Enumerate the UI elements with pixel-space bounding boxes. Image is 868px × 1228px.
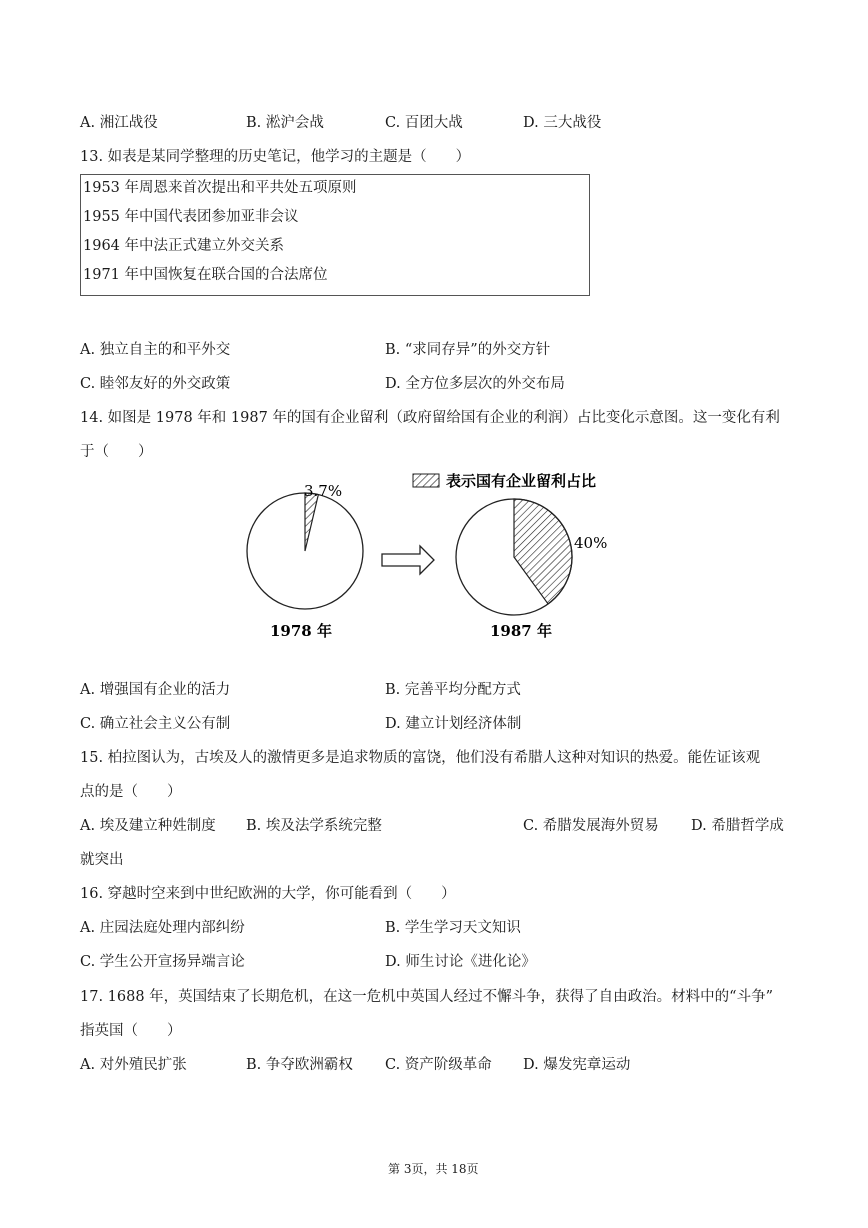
q13-option-d: D. 全方位多层次的外交布局	[385, 376, 565, 392]
pie-1987	[456, 499, 572, 615]
q16-option-a: A. 庄园法庭处理内部纠纷	[80, 920, 245, 936]
q12-option-c: C. 百团大战	[385, 115, 463, 131]
q17-option-d: D. 爆发宪章运动	[523, 1057, 631, 1073]
q15-option-c: C. 希腊发展海外贸易	[523, 818, 659, 834]
pie-1978-year-label: 1978 年	[270, 622, 332, 640]
q13-table-row-1: 1953 年周恩来首次提出和平共处五项原则	[83, 180, 357, 196]
q12-option-b: B. 淞沪会战	[246, 115, 324, 131]
pie-1978-share-label: 3.7%	[304, 482, 343, 500]
q17-stem-line-2: 指英国（ ）	[80, 1023, 182, 1039]
pie-1987-year-label: 1987 年	[490, 622, 552, 640]
q14-stem-line-2: 于（ ）	[80, 444, 153, 460]
q14-option-c: C. 确立社会主义公有制	[80, 716, 231, 732]
q15-option-a: A. 埃及建立种姓制度	[80, 818, 216, 834]
pie-1987-share-label: 40%	[574, 534, 608, 552]
q13-table-row-4: 1971 年中国恢复在联合国的合法席位	[83, 267, 328, 283]
q16-option-b: B. 学生学习天文知识	[385, 920, 521, 936]
q17-stem-line-1: 17. 1688 年，英国结束了长期危机，在这一危机中英国人经过不懈斗争，获得了自由政治。材料中的“斗争”	[80, 989, 774, 1005]
q13-option-a: A. 独立自主的和平外交	[80, 342, 231, 358]
q14-option-a: A. 增强国有企业的活力	[80, 682, 231, 698]
q13-stem: 13. 如表是某同学整理的历史笔记，他学习的主题是（ ）	[80, 149, 471, 165]
q16-option-d: D. 师生讨论《进化论》	[385, 954, 536, 970]
q13-notes-table	[80, 174, 590, 296]
q16-stem: 16. 穿越时空来到中世纪欧洲的大学，你可能看到（ ）	[80, 886, 456, 902]
q15-option-d: D. 希腊哲学成	[691, 818, 784, 834]
q15-stem-line-2: 点的是（ ）	[80, 784, 182, 800]
q14-stem-line-1: 14. 如图是 1978 年和 1987 年的国有企业留利（政府留给国有企业的利润）占比变化示意图。这一变化有利	[80, 410, 780, 426]
page-footer: 第 3页，共 18页	[388, 1162, 479, 1176]
pie-1978	[247, 493, 363, 609]
q16-option-c: C. 学生公开宣扬异端言论	[80, 954, 245, 970]
q14-pie-figure	[238, 466, 638, 646]
q15-option-b: B. 埃及法学系统完整	[246, 818, 382, 834]
q14-option-d: D. 建立计划经济体制	[385, 716, 522, 732]
q12-option-d: D. 三大战役	[523, 115, 602, 131]
q13-option-b: B. “求同存异”的外交方针	[385, 342, 551, 358]
q14-option-b: B. 完善平均分配方式	[385, 682, 521, 698]
q13-table-row-3: 1964 年中法正式建立外交关系	[83, 238, 285, 254]
q17-option-c: C. 资产阶级革命	[385, 1057, 492, 1073]
q13-option-c: C. 睦邻友好的外交政策	[80, 376, 231, 392]
right-arrow-icon	[382, 546, 434, 574]
q15-option-d-continued: 就突出	[80, 852, 124, 868]
q13-table-row-2: 1955 年中国代表团参加亚非会议	[83, 209, 299, 225]
legend-label: 表示国有企业留利占比	[446, 472, 597, 490]
q15-stem-line-1: 15. 柏拉图认为，古埃及人的激情更多是追求物质的富饶，他们没有希腊人这种对知识的热爱。能佐证该观	[80, 750, 761, 766]
q12-option-a: A. 湘江战役	[80, 115, 158, 131]
legend-swatch	[413, 474, 439, 487]
q17-option-a: A. 对外殖民扩张	[80, 1057, 187, 1073]
q17-option-b: B. 争夺欧洲霸权	[246, 1057, 353, 1073]
